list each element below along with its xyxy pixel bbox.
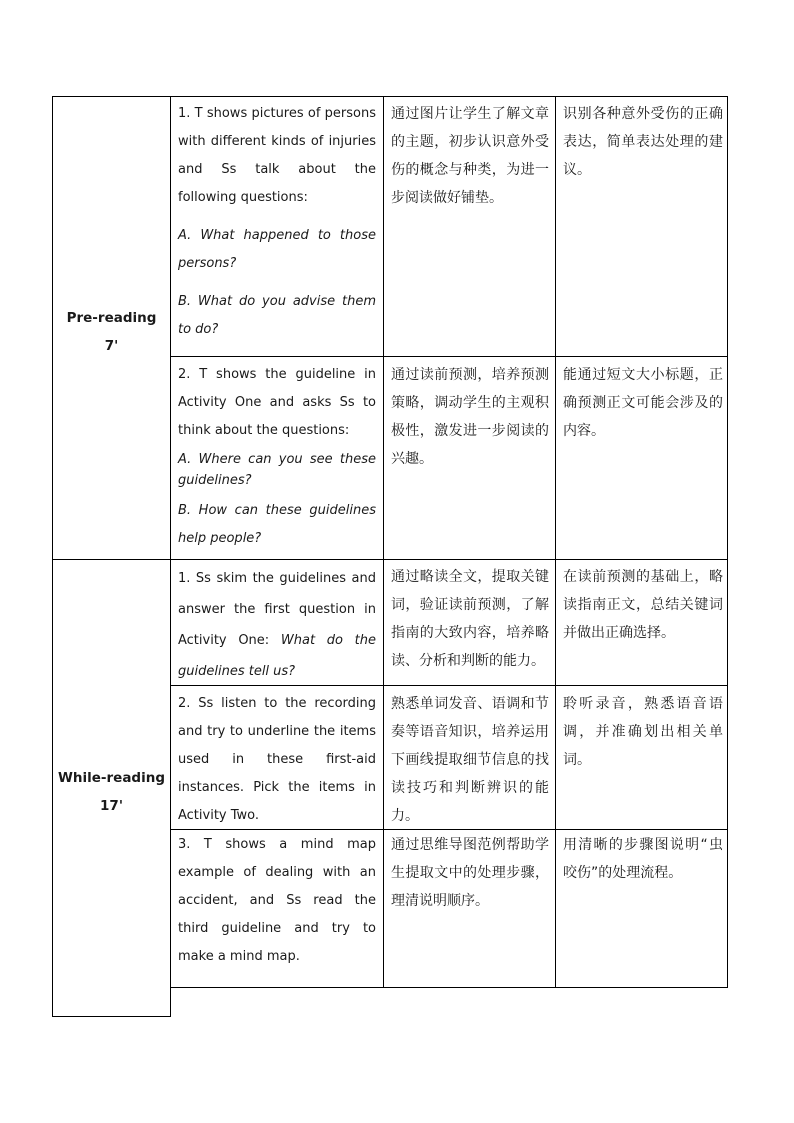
activity-text bbox=[178, 563, 376, 687]
question-a: What do the guidelines tell us? bbox=[178, 633, 377, 679]
purpose-cell: 通过读前预测，培养预测策略，调动学生的主观积极性，激发进一步阅读的兴趣。 bbox=[391, 367, 549, 467]
question-a: A. Where can you see these guidelines? bbox=[178, 452, 376, 488]
activity-cell bbox=[178, 690, 376, 830]
row-border-2 bbox=[52, 559, 728, 560]
purpose-cell: 通过图片让学生了解文章的主题，初步认识意外受伤的概念与种类，为进一步阅读做好铺垫。 bbox=[391, 106, 549, 206]
activity-text: 3. T shows a mind map example of dealing with an accident, and Ss read the third guideline and try to make a mind map. bbox=[178, 837, 376, 964]
stage-cell-while-reading bbox=[53, 764, 170, 820]
question-b: B. What do you advise them to do? bbox=[178, 294, 376, 337]
activity-text: 2. T shows the guideline in Activity One and asks Ss to think about the questions: bbox=[178, 367, 376, 438]
col-border-left bbox=[52, 96, 53, 1017]
col-border-1 bbox=[170, 96, 171, 1017]
purpose-cell: 熟悉单词发音、语调和节奏等语音知识，培养运用下画线提取细节信息的找读技巧和判断辨识的能力。 bbox=[391, 696, 549, 824]
col-border-3 bbox=[555, 96, 556, 988]
effect-cell: 聆听录音，熟悉语音语调，并准确划出相关单词。 bbox=[563, 696, 723, 768]
activity-cell bbox=[178, 831, 376, 971]
col-border-2 bbox=[383, 96, 384, 988]
stage-name: While-reading bbox=[57, 770, 165, 786]
row-border-top bbox=[52, 96, 728, 97]
col-border-right bbox=[727, 96, 728, 988]
row-border-bottom bbox=[52, 1016, 171, 1017]
row-border-1 bbox=[171, 356, 728, 357]
question-a: A. What happened to those persons? bbox=[178, 228, 376, 271]
stage-time: 17' bbox=[100, 798, 123, 814]
activity-text: 2. Ss listen to the recording and try to underline the items used in these first-aid instances. Pick the items in Activity Two. bbox=[178, 696, 376, 823]
stage-cell-pre-reading bbox=[53, 304, 170, 360]
purpose-cell: 通过略读全文，提取关键词，验证读前预测，了解指南的大致内容，培养略读、分析和判断的能力。 bbox=[391, 569, 549, 669]
effect-cell: 在读前预测的基础上，略读指南正文，总结关键词并做出正确选择。 bbox=[563, 569, 723, 641]
activity-intro: 1. Ss skim the guidelines and answer the first question in Activity One: bbox=[178, 571, 376, 648]
effect-cell: 能通过短文大小标题，正确预测正文可能会涉及的内容。 bbox=[563, 367, 723, 439]
effect-cell: 识别各种意外受伤的正确表达，简单表达处理的建议。 bbox=[563, 106, 723, 178]
purpose-cell: 通过思维导图范例帮助学生提取文中的处理步骤，理清说明顺序。 bbox=[391, 837, 549, 909]
row-border-5 bbox=[171, 987, 728, 988]
question-b: B. How can these guidelines help people? bbox=[178, 503, 376, 546]
activity-cell bbox=[178, 100, 376, 344]
activity-cell bbox=[178, 361, 376, 553]
stage-time: 7' bbox=[104, 338, 119, 354]
stage-name: Pre-reading bbox=[66, 310, 157, 326]
activity-cell bbox=[178, 563, 376, 687]
effect-cell: 用清晰的步骤图说明“虫咬伤”的处理流程。 bbox=[563, 837, 723, 881]
activity-text: 1. T shows pictures of persons with different kinds of injuries and Ss talk about the following questions: bbox=[178, 106, 376, 205]
